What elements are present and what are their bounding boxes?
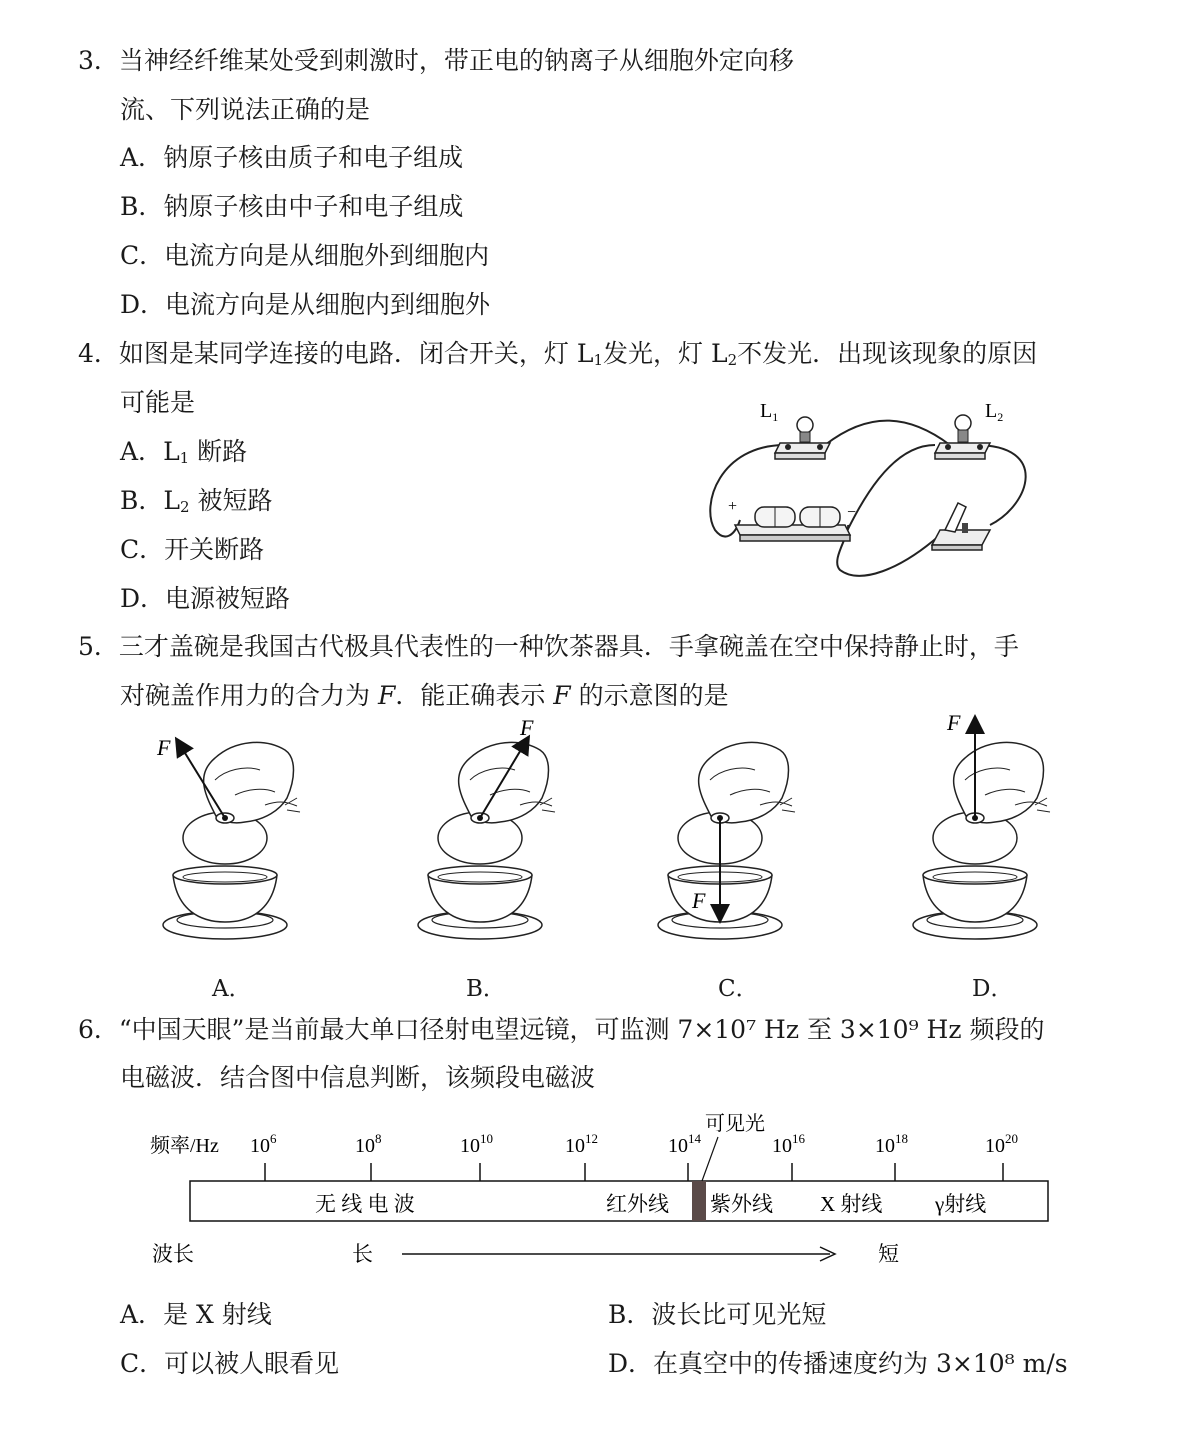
battery [735, 507, 850, 541]
q6-spectrum-figure [140, 1105, 1070, 1275]
force-label-b: F [520, 715, 534, 740]
tick-label-1e18: $10^{18}$ [875, 1131, 908, 1157]
wavelength-label: 波长 [152, 1242, 194, 1266]
q3-option-a[interactable] [120, 143, 463, 173]
q4-option-c-label: C． [120, 535, 165, 564]
q4-option-d-label: D． [120, 584, 166, 613]
q6-option-d-text: 在真空中的传播速度约为 3×10⁸ m/s [653, 1349, 1068, 1378]
q4-option-a-pre: L [163, 437, 180, 466]
lamp-l2 [935, 415, 990, 459]
q6-option-c-text: 可以被人眼看见 [164, 1349, 340, 1378]
q3-option-c-label: C． [120, 241, 165, 270]
q4-stem-line2: 可能是 [120, 388, 196, 417]
q4-option-a[interactable] [120, 437, 247, 473]
q5-stem-line2 [120, 681, 729, 711]
q4-stem-b: 发光，灯 L [603, 339, 728, 368]
freq-axis-label: 频率/Hz [150, 1135, 219, 1157]
wire-cross [845, 445, 935, 535]
q5-number: 5． [78, 632, 119, 661]
tick-label-1e20: $10^{20}$ [985, 1131, 1018, 1157]
q4-option-d[interactable] [120, 584, 290, 614]
teacup-option-d [913, 710, 1050, 939]
q6-option-a-label: A． [120, 1300, 164, 1329]
tick-label-1e6: $10^6$ [250, 1131, 277, 1157]
q6-option-c[interactable] [120, 1349, 339, 1379]
q5-caption-d[interactable]: D． [972, 976, 1014, 1002]
band-infrared: 红外线 [606, 1192, 669, 1216]
battery-minus-label: − [847, 504, 857, 521]
tick-label-1e16: $10^{16}$ [772, 1131, 805, 1157]
q4-option-b-label: B． [120, 486, 164, 515]
q3-stem-text1: 当神经纤维某处受到刺激时，带正电的钠离子从细胞外定向移 [118, 46, 794, 75]
force-label-a: F [157, 735, 171, 760]
q4-option-a-text: 断路 [189, 437, 248, 466]
q4-option-b-pre: L [163, 486, 180, 515]
q3-option-a-text: 钠原子核由质子和电子组成 [163, 143, 464, 172]
q6-option-b-label: B． [608, 1300, 652, 1329]
q5-stem-text1: 三才盖碗是我国古代极具代表性的一种饮茶器具．手拿碗盖在空中保持静止时，手 [118, 632, 1019, 661]
q6-number: 6． [78, 1015, 119, 1044]
teacup-option-a [156, 735, 300, 939]
q3-option-d-text: 电流方向是从细胞内到细胞外 [165, 290, 491, 319]
q5-stem-var2: F [553, 681, 571, 710]
q6-stem-line2: 电磁波．结合图中信息判断，该频段电磁波 [120, 1063, 596, 1092]
q5-caption-a[interactable]: A． [212, 976, 252, 1002]
q3-option-b[interactable] [120, 192, 463, 222]
q5-teacup-figures [150, 710, 1070, 980]
wire-l1-l2 [825, 421, 950, 445]
battery-plus-label: + [728, 498, 738, 515]
q4-stem-c: 不发光．出现该现象的原因 [737, 339, 1038, 368]
q6-option-a-text: 是 X 射线 [163, 1300, 272, 1329]
q4-option-b-sub: 2 [179, 498, 190, 516]
wavelength-long-label: 长 [352, 1242, 373, 1266]
teacup-option-b [418, 715, 555, 939]
q3-option-b-text: 钠原子核由中子和电子组成 [163, 192, 464, 221]
band-ultraviolet: 紫外线 [710, 1192, 773, 1216]
q5-stem-2a: 对碗盖作用力的合力为 [120, 681, 378, 710]
q4-option-a-sub: 1 [179, 449, 190, 467]
q3-stem-line1 [78, 46, 794, 76]
q5-caption-b[interactable]: B． [466, 976, 506, 1002]
q3-option-c[interactable] [120, 241, 489, 271]
q4-option-d-text: 电源被短路 [165, 584, 291, 613]
band-xray: X 射线 [820, 1192, 883, 1216]
q4-stem-sub2: 2 [727, 351, 738, 369]
q4-stem-line1 [78, 339, 1037, 375]
teacup-option-c [658, 742, 795, 939]
tick-label-1e10: $10^{10}$ [460, 1131, 493, 1157]
q4-option-b-text: 被短路 [189, 486, 273, 515]
wire-switch-battery [837, 525, 940, 576]
q6-stem-text1: “中国天眼”是当前最大单口径射电望远镜，可监测 7×10⁷ Hz 至 3×10⁹ Hz 频段的 [118, 1015, 1045, 1044]
visible-light-label: 可见光 [705, 1113, 765, 1135]
q5-stem-var1: F [377, 681, 396, 710]
tick-label-1e14: $10^{14}$ [668, 1131, 701, 1157]
q6-option-d[interactable] [608, 1349, 1068, 1379]
q3-number: 3． [78, 46, 119, 75]
q5-stem-2c: 的示意图的是 [570, 681, 729, 710]
tick-label-1e12: $10^{12}$ [565, 1131, 598, 1157]
q4-option-a-label: A． [120, 437, 164, 466]
q3-stem-line2: 流、下列说法正确的是 [120, 95, 371, 124]
tick-label-1e8: $10^8$ [355, 1131, 382, 1157]
q4-stem-a: 如图是某同学连接的电路．闭合开关，灯 L [118, 339, 594, 368]
q6-option-b-text: 波长比可见光短 [651, 1300, 827, 1329]
band-radio: 无 线 电 波 [315, 1192, 415, 1216]
q4-option-b[interactable] [120, 486, 272, 522]
q4-option-c[interactable] [120, 535, 264, 565]
q4-number: 4． [78, 339, 119, 368]
lamp-l2-label: $L_2$ [985, 400, 1004, 424]
q3-option-d[interactable] [120, 290, 490, 320]
q6-option-d-label: D． [608, 1349, 654, 1378]
q5-stem-2b: ．能正确表示 [395, 681, 554, 710]
q4-option-c-text: 开关断路 [164, 535, 265, 564]
q6-option-a[interactable] [120, 1300, 272, 1330]
visible-light-band [692, 1181, 706, 1221]
q4-stem-sub1: 1 [593, 351, 604, 369]
q3-option-d-label: D． [120, 290, 166, 319]
lamp-l1-label: $L_1$ [760, 400, 779, 424]
q5-stem-line1 [78, 632, 1019, 662]
q6-option-b[interactable] [608, 1300, 826, 1330]
q6-option-c-label: C． [120, 1349, 165, 1378]
switch [932, 503, 990, 550]
q4-circuit-figure [700, 395, 1045, 585]
q3-option-a-label: A． [120, 143, 164, 172]
wavelength-short-label: 短 [878, 1242, 899, 1266]
band-gamma: γ射线 [935, 1192, 987, 1216]
q3-option-c-text: 电流方向是从细胞外到细胞内 [164, 241, 490, 270]
q3-option-b-label: B． [120, 192, 164, 221]
lamp-l1 [775, 417, 830, 459]
force-label-c: F [692, 888, 706, 913]
force-label-d: F [947, 710, 961, 735]
q6-stem-line1 [78, 1015, 1044, 1045]
q5-caption-c[interactable]: C． [718, 976, 759, 1002]
